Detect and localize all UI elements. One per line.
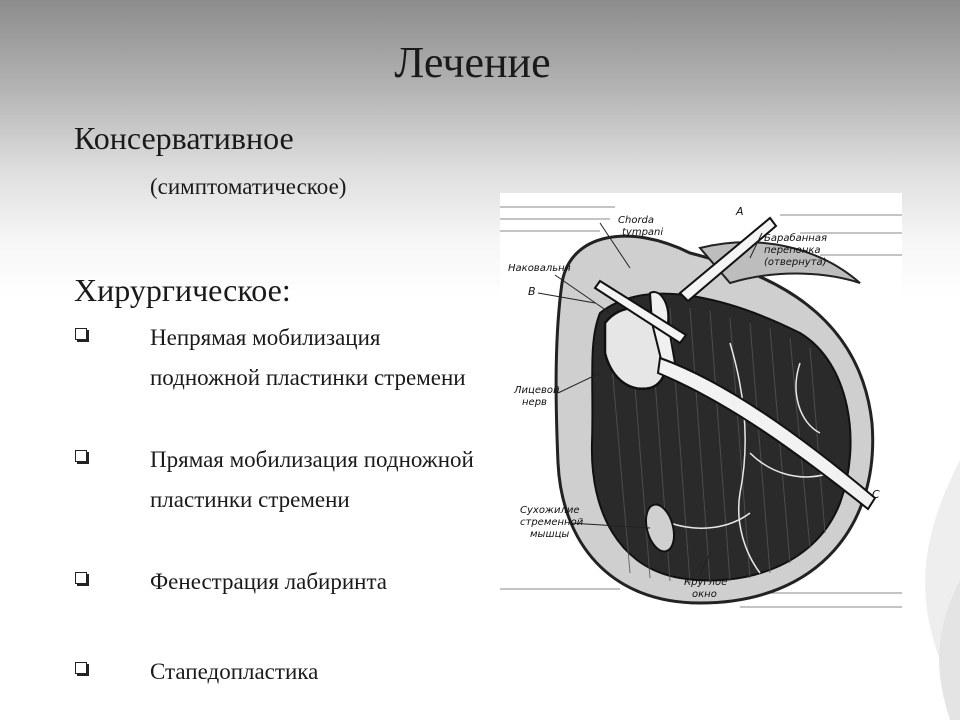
list-item-text: Стапедопластика — [150, 659, 319, 684]
list-item-text: Непрямая мобилизация подножной пластинки стремени — [150, 325, 466, 390]
label-b: B — [528, 285, 536, 298]
list-item — [74, 318, 484, 438]
label-c: C — [872, 488, 880, 501]
ear-surgery-illustration — [500, 193, 902, 625]
square-bullet-icon — [75, 328, 87, 340]
label-membrane-3: (отвернута) — [764, 257, 827, 268]
label-a: A — [736, 205, 744, 218]
label-chorda: Chorda — [618, 215, 655, 226]
list-item-text: Фенестрация лабиринта — [150, 569, 388, 594]
treatment-list — [74, 318, 484, 694]
list-item — [74, 440, 484, 560]
label-facial-1: Лицевой — [514, 385, 560, 396]
list-item — [74, 652, 484, 692]
conservative-note: (симптоматическое) — [150, 174, 347, 199]
list-item-text: Прямая мобилизация подножной пластинки стремени — [150, 447, 474, 512]
conservative-heading: Консервативное — [74, 120, 294, 156]
label-incus: Наковальня — [508, 263, 571, 274]
label-tendon-2: стременной — [520, 517, 584, 528]
label-membrane-1: Барабанная — [764, 233, 827, 244]
square-bullet-icon — [75, 450, 87, 462]
label-window-1: Круглое — [684, 577, 728, 588]
label-window-2: окно — [692, 589, 717, 600]
label-tendon-1: Сухожилие — [520, 505, 580, 516]
label-tendon-3: мышцы — [530, 529, 570, 540]
square-bullet-icon — [75, 572, 87, 584]
label-membrane-2: перепонка — [764, 245, 821, 256]
list-item — [74, 562, 400, 650]
label-facial-2: нерв — [522, 397, 547, 408]
slide-title: Лечение — [394, 38, 551, 87]
label-tympani: tympani — [622, 227, 664, 238]
square-bullet-icon — [75, 662, 87, 674]
surgical-heading: Хирургическое: — [74, 272, 291, 308]
